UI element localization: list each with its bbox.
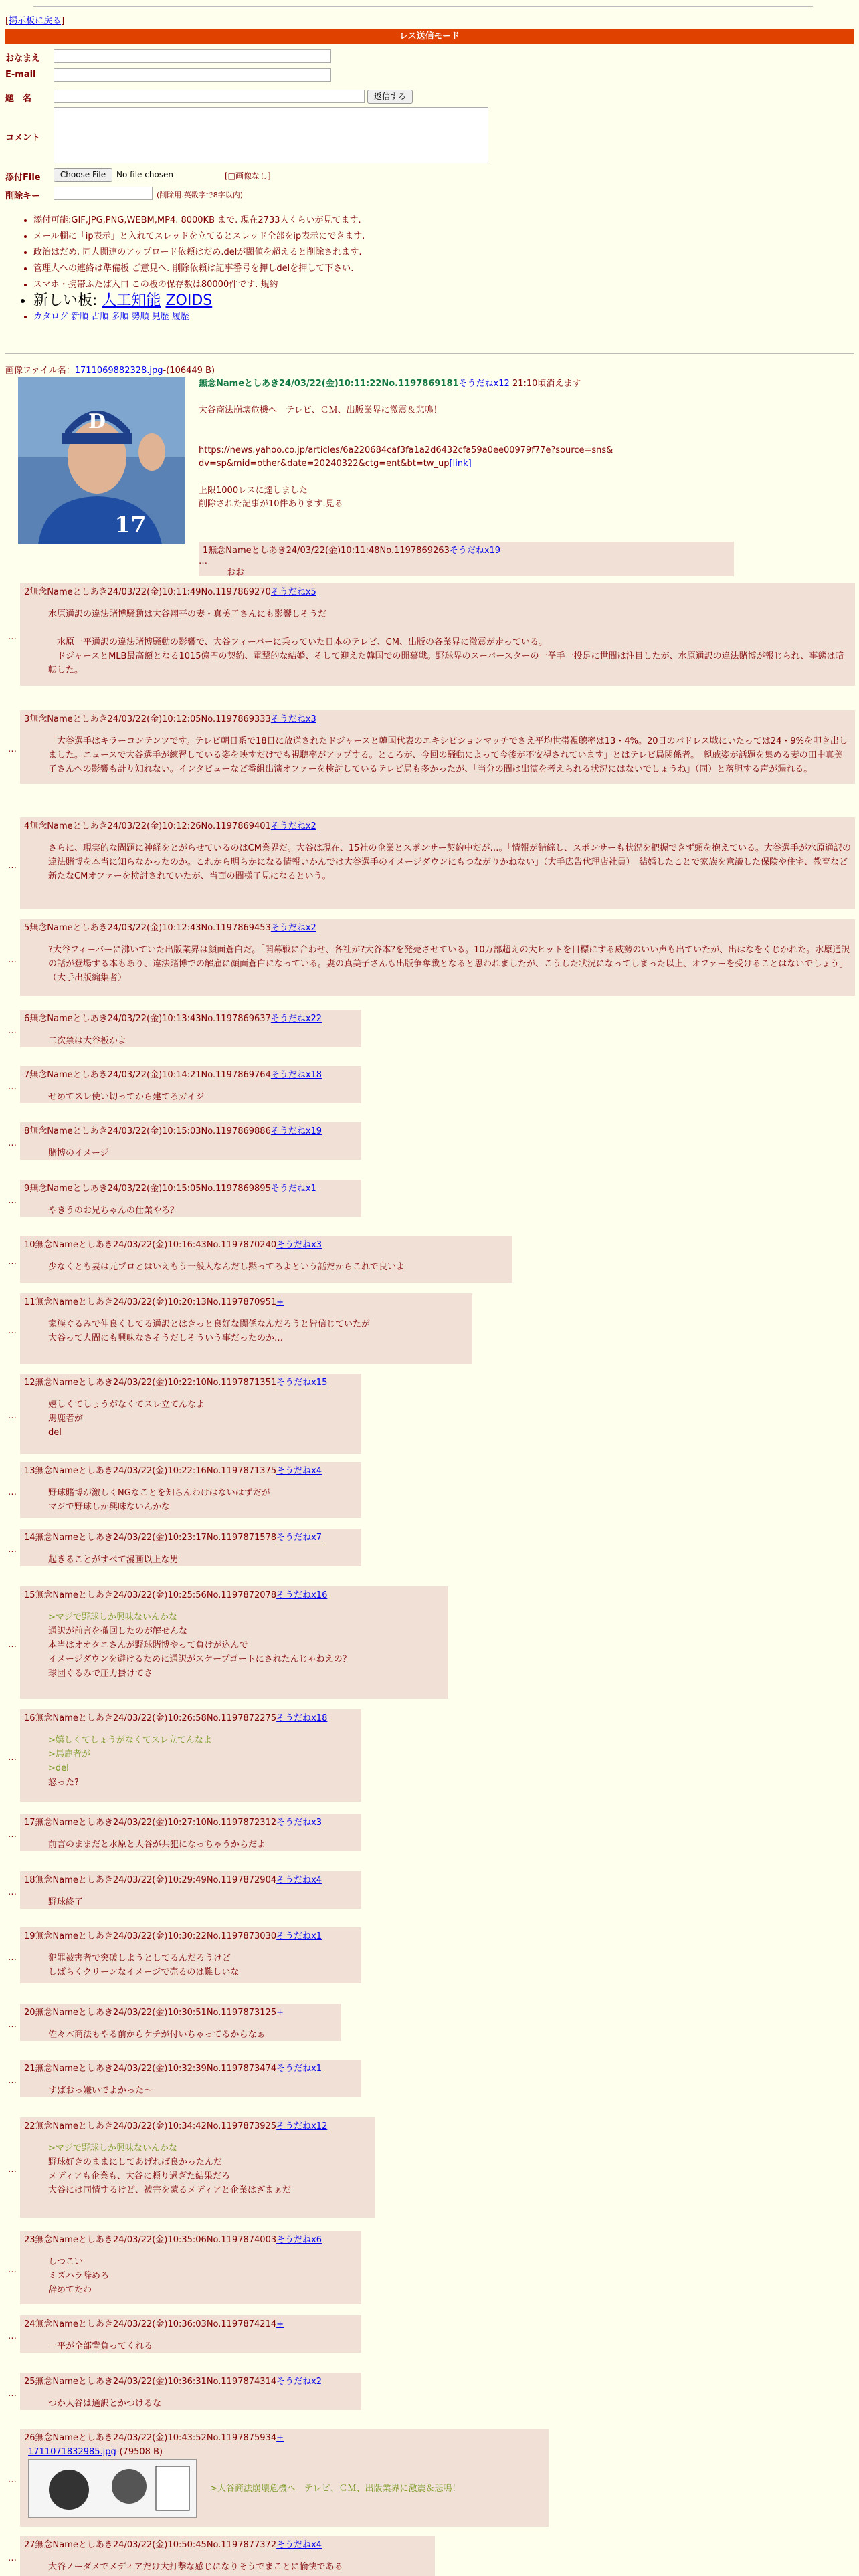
sodane-button[interactable]: そうだねx22 (270, 1014, 322, 1024)
reply-line: イメージダウンを避けるために通訳がスケープゴートにされたんじゃねえの？ (48, 1654, 351, 1665)
reply-header (24, 2538, 431, 2552)
svg-text:17: 17 (114, 512, 147, 538)
reply-line: 球団ぐるみで圧力掛けてさ (48, 1669, 153, 1679)
reply-meta: 無念Nameとしあき24/03/22(金)10:34:42No.1197873925 (35, 2121, 277, 2131)
catalog-links (33, 309, 636, 325)
reply-post (20, 1122, 361, 1160)
reply-line: 大谷って人間にも興味なさそうだしそういう事だったのか… (48, 1333, 284, 1344)
reply-meta: 無念Nameとしあき24/03/22(金)10:43:52No.1197875934 (35, 2433, 277, 2443)
reply-header (24, 1929, 357, 1943)
sodane-button[interactable]: そうだねx19 (449, 546, 501, 556)
reply-meta: 無念Nameとしあき24/03/22(金)10:15:03No.1197869886 (29, 1126, 271, 1136)
quote-line: >マジで野球しか興味ないんかな (48, 1612, 177, 1622)
reply-header (24, 585, 851, 599)
reply-body (48, 1260, 508, 1274)
reply-line: 通訳が前言を撤回したのが解せんな (48, 1626, 188, 1636)
reply-body (48, 2028, 337, 2042)
reply-line: ミズハラ辞めろ (48, 2271, 110, 2281)
reply-meta: 無念Nameとしあき24/03/22(金)10:22:16No.1197871375 (35, 1466, 277, 1476)
reply-line: del (48, 1428, 62, 1438)
reply-line: 一平が全部背負ってくれる (48, 2341, 153, 2351)
op-url: https://news.yahoo.co.jp/articles/6a220684caf3fa1a2d6432cfa59a0ee00979f77e?source=sns&dv=sp&mid=other&date=20240322&ctg=ent&bt=tw_up (199, 445, 613, 469)
sodane-button[interactable]: そうだねx2 (270, 923, 316, 933)
thread-divider (5, 353, 854, 354)
delete-key-label: 削除キー (5, 191, 41, 201)
reply-header (24, 1376, 357, 1390)
reply-image-row (28, 2459, 545, 2518)
reply-body (48, 841, 851, 883)
reply-post (20, 1293, 472, 1364)
reply-body (48, 1610, 444, 1681)
reply-body (48, 943, 851, 985)
reply-post (20, 1814, 361, 1851)
reply-body (48, 1204, 357, 1218)
reply-line: やきうのお兄ちゃんの仕業やろ？ (48, 1206, 179, 1216)
reply-number: 8 (24, 1126, 30, 1136)
reply-meta: 無念Nameとしあき24/03/22(金)10:50:45No.1197877372 (35, 2540, 277, 2550)
reply-number: 17 (24, 1818, 35, 1828)
rule-item: • メール欄に「ip表示」と入れてスレッドを立てるとスレッド全部をip表示にできます. (33, 229, 636, 245)
reply-body (48, 1317, 468, 1346)
back-link-wrap: [掲示板に戻る] (5, 16, 65, 26)
reply-header (24, 2006, 337, 2020)
reply-line: つか大谷は通訳とかつけるな (48, 2399, 162, 2409)
reply-line: 大谷ノーダメでメディアだけ大打撃な感じになりそうでまことに愉快である (48, 2562, 343, 2572)
reply-header (24, 1295, 468, 1309)
reply-meta: 無念Nameとしあき24/03/22(金)10:35:06No.1197874003 (35, 2235, 277, 2245)
reply-header (24, 2431, 545, 2445)
op-file-label: 画像ファイル名： (5, 366, 75, 376)
reply-body (48, 1838, 357, 1852)
reply-line: 前言のままだと水原と大谷が共犯になっちゃうからだよ (48, 1840, 266, 1850)
reply-line: 少なくとも妻は元プロとはいえもう一般人なんだし黙ってろよという話だからこれで良いよ (48, 1262, 405, 1272)
reply-meta: 無念Nameとしあき24/03/22(金)10:16:43No.1197870240 (35, 1240, 277, 1250)
quote-line: >嬉しくてしょうがなくてスレ立てんなよ (48, 1735, 212, 1745)
viewed-history-link[interactable]: 見歴 (151, 312, 169, 322)
reply-number: 11 (24, 1297, 35, 1307)
reply-body (48, 1553, 357, 1567)
reply-number: 12 (24, 1378, 35, 1388)
reply-indent-dots: … (8, 2331, 17, 2341)
reply-indent-dots: … (8, 2553, 17, 2563)
reply-meta: 無念Nameとしあき24/03/22(金)10:12:05No.1197869333 (29, 714, 271, 724)
reply-line: 辞めてたわ (48, 2285, 92, 2295)
reply-line: 佐々木商法もやる前からケチが付いちゃってるからなぁ (48, 2030, 266, 2040)
reply-post (20, 710, 855, 784)
sodane-button[interactable]: + (276, 2008, 284, 2018)
sodane-button[interactable]: + (276, 1297, 284, 1307)
sodane-button[interactable]: そうだねx4 (276, 2540, 322, 2550)
reply-mode-bar: レス送信モード (5, 29, 854, 44)
reply-post (20, 2315, 361, 2353)
reply-number: 22 (24, 2121, 35, 2131)
reply-indent-dots: … (8, 1082, 17, 1092)
subject-label: 題 名 (5, 94, 32, 104)
reply-indent-dots: … (8, 632, 17, 642)
reply-body (48, 2560, 431, 2574)
reply-post (20, 1586, 448, 1699)
reply-indent-dots: … (8, 2020, 17, 2030)
reply-meta: 無念Nameとしあき24/03/22(金)10:32:39No.1197873474 (35, 2064, 277, 2074)
choose-file-button[interactable]: Choose File (54, 168, 112, 182)
reply-header (24, 1464, 357, 1478)
reply-line: 嬉しくてしょうがなくてスレ立てんなよ (48, 1400, 205, 1410)
quote-line: >del (48, 1763, 69, 1774)
reply-post (20, 2060, 361, 2097)
sodane-button[interactable]: そうだねx1 (270, 1184, 316, 1194)
reply-meta: 無念Nameとしあき24/03/22(金)10:30:51No.1197873125 (35, 2008, 277, 2018)
reply-post (20, 1871, 361, 1909)
reply-body (48, 2141, 371, 2197)
sodane-button[interactable]: そうだねx4 (276, 1466, 322, 1476)
sodane-button[interactable]: そうだねx3 (276, 1240, 322, 1250)
reply-header (24, 1711, 357, 1725)
sodane-button[interactable]: そうだねx16 (276, 1590, 328, 1600)
reply-body (48, 2397, 357, 2411)
quote-line: >馬鹿者が (48, 1749, 90, 1759)
op-expire-time: 21:10頃消えます (512, 379, 581, 389)
name-label: おなまえ (5, 53, 41, 64)
reply-line: 「大谷選手はキラーコンテンツです。テレビ朝日系で18日に放送されたドジャースと韓国代表のエキシビションマッチでさえ平均世帯視聴率は13・4%。20日のパドレス戦にいたっては24・9%を叩き出しました。ニュースで大谷選手が練習している姿を映すだけでも視聴率がアップする。ところが、今回の騒動によって今後が不安視されています」とはテレビ局関係者。 親戚姿が話題を集める妻の田中真美子さんへの影響も計り知れない。インタビューなど番組出演オファーを検討しているテレビ局も多かったが、「当分の間は出演を考えられる状況にはないでしょうね」（同）と落胆する声が漏れる。 (48, 736, 848, 774)
op-header: 無念Nameとしあき24/03/22(金)10:11:22No.1197869181 (199, 379, 459, 389)
reply-header (24, 921, 851, 935)
reply-number: 5 (24, 923, 30, 933)
reply-meta: 無念Nameとしあき24/03/22(金)10:11:48No.1197869263 (208, 546, 450, 556)
reply-line: 野球賭博が激しくNGなことを知らんわけはないはずだが (48, 1488, 270, 1498)
svg-text:D: D (88, 410, 106, 433)
sort-count-link[interactable]: 多順 (111, 312, 129, 322)
sodane-button[interactable]: そうだねx18 (276, 1713, 328, 1723)
reply-post (20, 2004, 341, 2041)
reply-post (20, 1374, 361, 1454)
reply-line: 怒った? (48, 1778, 79, 1788)
reply-body (48, 1733, 357, 1790)
reply-line: 二次禁は大谷板かよ (48, 1036, 127, 1046)
reply-number: 1 (203, 546, 209, 556)
reply-body (48, 734, 851, 776)
reply-number: 26 (24, 2433, 35, 2443)
reply-number: 2 (24, 587, 30, 597)
reply-line: マジで野球しか興味ないんかな (48, 1502, 171, 1512)
reply-post (199, 542, 734, 576)
reply-number: 9 (24, 1184, 30, 1194)
reply-indent-dots: … (8, 2076, 17, 2086)
new-board-item (33, 293, 636, 309)
board-rules (20, 213, 636, 325)
reply-number: 14 (24, 1533, 35, 1543)
reply-header (24, 1816, 357, 1830)
sodane-button[interactable]: そうだねx3 (270, 714, 316, 724)
op-image-thumbnail[interactable] (18, 377, 185, 544)
sort-speed-link[interactable]: 勢順 (131, 312, 149, 322)
reply-indent-dots: … (8, 2389, 17, 2399)
reply-line: 大谷には同情するけど、被害を蒙るメディアと企業はざまぁだ (48, 2185, 291, 2195)
reply-number: 13 (24, 1466, 35, 1476)
submit-reply-button[interactable]: 返信する (367, 90, 413, 104)
reply-body (48, 1951, 357, 1979)
reply-line: ?大谷フィーバーに沸いていた出版業界は顔面蒼白だ。「開幕戦に合わせ、各社が?大谷本?を発売させている。10万部超えの大ヒットを目標にする威勢のいい声も出ていたが、出はなをくじかれた。水原通訳の話が登場する本もあり、違法賭博での解雇に顔面蒼白になっている。妻の真美子さんも出版争奪戦となると思われましたが、こうした状況になってしまった以上、オファーを受けることはないでしょう」（大手出版編集者） (48, 945, 850, 983)
reply-line: 水原通訳の違法賭博騒動は大谷翔平の妻・真美子さんにも影響しそうだ (48, 609, 327, 619)
op-file-link[interactable]: 1711069882328.jpg (74, 366, 163, 376)
reply-meta: 無念Nameとしあき24/03/22(金)10:25:56No.1197872078 (35, 1590, 277, 1600)
reply-header (24, 1238, 508, 1252)
op-deleted-notice: 削除された記事が10件あります.見る (199, 499, 343, 509)
reply-meta: 無念Nameとしあき24/03/22(金)10:15:05No.1197869895 (29, 1184, 271, 1194)
reply-line: せめてスレ使い切ってから建てろガイジ (48, 1092, 205, 1102)
reply-number: 25 (24, 2377, 35, 2387)
reply-file-link[interactable]: 1711071832985.jpg (28, 2447, 116, 2457)
reply-line (48, 621, 851, 635)
reply-indent-dots: … (8, 2165, 17, 2175)
delete-key-note: (削除用.英数字で8字以内) (157, 191, 244, 199)
sort-old-link[interactable]: 古順 (91, 312, 109, 322)
reply-line: ドジャースとMLB最高額となる1015億円の契約、電撃的な結婚、そして迎えた韓国での開幕戦。野球界のスーパースターの一挙手一投足に世間は注目したが、水原通訳の違法賭博が報じられ、事態は暗転した。 (48, 651, 844, 675)
rule-item: • 管理人への連絡は準備板 ご意見へ. 削除依頼は記事番号を押しdelを押して下さい. (33, 261, 636, 277)
reply-indent-dots: … (8, 1487, 17, 1497)
reply-post (20, 1010, 361, 1047)
rule-item: • 政治はだめ. 同人関連のアップロード依頼はだめ.delが閾値を超えると削除されます. (33, 245, 636, 261)
email-label: E-mail (5, 70, 36, 80)
reply-post (20, 1529, 361, 1566)
reply-number: 4 (24, 821, 30, 831)
op-file-line (5, 363, 215, 376)
reply-number: 6 (24, 1014, 30, 1024)
reply-number: 24 (24, 2319, 35, 2329)
reply-meta: 無念Nameとしあき24/03/22(金)10:22:10No.1197871351 (35, 1378, 277, 1388)
reply-post (20, 583, 855, 686)
reply-file-line (28, 2445, 545, 2459)
board-link-ai[interactable]: 人工知能 (102, 292, 161, 309)
reply-number: 3 (24, 714, 30, 724)
reply-post (20, 2536, 435, 2576)
reply-body (48, 2255, 357, 2297)
reply-line: おお (227, 568, 245, 578)
sodane-button[interactable]: そうだねx6 (276, 2235, 322, 2245)
reply-post (20, 1180, 361, 1217)
reply-post (20, 1066, 361, 1103)
reply-line: メディアも企業も、大谷に頼り過ぎた結果だろ (48, 2171, 230, 2181)
reply-meta: 無念Nameとしあき24/03/22(金)10:14:21No.1197869764 (29, 1070, 271, 1080)
reply-indent-dots: … (8, 1326, 17, 1336)
reply-post (20, 1927, 361, 1983)
op-title: 大谷商法崩壊危機へ テレビ、ＣＭ、出版業界に激震＆悲鳴！ (199, 405, 442, 415)
reply-header (24, 712, 851, 726)
reply-line: 犯罪被害者で突破しようとしてるんだろうけど (48, 1953, 231, 1963)
reply-indent-dots: … (8, 744, 17, 754)
reply-indent-dots: … (199, 556, 207, 566)
reply-indent-dots: … (8, 1545, 17, 1555)
reply-meta: 無念Nameとしあき24/03/22(金)10:30:22No.1197873030 (35, 1931, 277, 1941)
reply-indent-dots: … (8, 1887, 17, 1897)
reply-body (48, 1486, 357, 1514)
reply-header (24, 1873, 357, 1887)
reply-line: 馬鹿者が (48, 1414, 84, 1424)
reply-post (20, 2429, 549, 2527)
reply-number: 19 (24, 1931, 35, 1941)
sodane-button[interactable]: そうだねx1 (276, 2064, 322, 2074)
reply-image-thumbnail[interactable] (28, 2459, 197, 2518)
reply-meta: 無念Nameとしあき24/03/22(金)10:13:43No.1197869637 (29, 1014, 271, 1024)
op-url-wrap (199, 444, 613, 471)
reply-indent-dots: … (8, 1196, 17, 1206)
reply-header (24, 2119, 371, 2133)
reply-meta: 無念Nameとしあき24/03/22(金)10:11:49No.1197869270 (29, 587, 271, 597)
sodane-button[interactable]: そうだねx12 (276, 2121, 328, 2131)
reply-indent-dots: … (8, 1257, 17, 1267)
reply-header (24, 1068, 357, 1082)
catalog-link[interactable]: カタログ (33, 312, 69, 322)
op-limit-notice: 上限1000レスに達しました (199, 486, 308, 496)
reply-header (24, 1588, 444, 1602)
sodane-button[interactable]: そうだねx19 (270, 1126, 322, 1136)
reply-header (24, 819, 851, 833)
reply-body (48, 1895, 357, 1909)
reply-indent-dots: … (8, 2265, 17, 2275)
sodane-button[interactable]: + (276, 2319, 284, 2329)
reply-line: しつこい (48, 2257, 84, 2267)
reply-number: 10 (24, 1240, 35, 1250)
sodane-button[interactable]: そうだねx18 (270, 1070, 322, 1080)
sodane-button[interactable]: そうだねx5 (270, 587, 316, 597)
reply-header (203, 544, 730, 558)
reply-meta: 無念Nameとしあき24/03/22(金)10:20:13No.1197870951 (35, 1297, 277, 1307)
reply-indent-dots: … (8, 2475, 17, 2485)
reply-indent-dots: … (8, 1830, 17, 1840)
comment-textarea[interactable] (54, 107, 488, 163)
reply-body (48, 1398, 357, 1440)
rule-item: • スマホ・携帯ふたば入口 この板の保存数は80000件です. 規約 (33, 277, 636, 293)
reply-header (24, 1012, 357, 1026)
reply-file-size: -(79508 B) (116, 2447, 163, 2457)
reply-number: 16 (24, 1713, 35, 1723)
reply-meta: 無念Nameとしあき24/03/22(金)10:23:17No.1197871578 (35, 1533, 277, 1543)
quote-line: >大谷商法崩壊危機へ テレビ、ＣＭ、出版業界に激震＆悲鳴！ (210, 2483, 461, 2494)
reply-indent-dots: … (8, 955, 17, 965)
reply-post (20, 1709, 361, 1802)
reply-line: 野球好きのままにしてあげれば良かったんだ (48, 2157, 223, 2167)
reply-indent-dots: … (8, 1411, 17, 1421)
reply-line: 水原一平通訳の違法賭博騒動の影響で、大谷フィーバーに乗っていた日本のテレビ、CM、出版の各業界に激震が走っている。 (48, 637, 547, 647)
reply-header (24, 2317, 357, 2331)
sodane-button[interactable]: そうだねx2 (276, 2377, 322, 2387)
op-file-size: -(106449 B) (163, 366, 215, 376)
reply-body (227, 566, 730, 580)
reply-number: 23 (24, 2235, 35, 2245)
reply-number: 21 (24, 2064, 35, 2074)
op-post (199, 377, 841, 511)
no-image-checkbox[interactable]: [□画像なし] (225, 171, 271, 181)
reply-post (20, 817, 855, 909)
sodane-button[interactable]: そうだねx4 (276, 1875, 322, 1885)
reply-line: 起きることがすべて漫画以上な男 (48, 1555, 179, 1565)
reply-meta: 無念Nameとしあき24/03/22(金)10:27:10No.1197872312 (35, 1818, 277, 1828)
reply-body (48, 1090, 357, 1104)
reply-indent-dots: … (8, 1138, 17, 1148)
sodane-button[interactable]: そうだねx7 (276, 1533, 322, 1543)
reply-indent-dots: … (8, 1753, 17, 1763)
reply-post (20, 2231, 361, 2304)
reply-post (20, 1462, 361, 1518)
reply-number: 27 (24, 2540, 35, 2550)
reply-post (20, 1236, 512, 1283)
reply-meta: 無念Nameとしあき24/03/22(金)10:29:49No.1197872904 (35, 1875, 277, 1885)
reply-number: 15 (24, 1590, 35, 1600)
name-input[interactable] (54, 49, 331, 63)
reply-body (48, 1146, 357, 1160)
reply-indent-dots: … (8, 1953, 17, 1963)
reply-meta: 無念Nameとしあき24/03/22(金)10:26:58No.1197872275 (35, 1713, 277, 1723)
reply-indent-dots: … (8, 861, 17, 871)
reply-indent-dots: … (8, 1026, 17, 1036)
reply-header (24, 1124, 357, 1138)
reply-post (20, 2373, 361, 2410)
op-link-button[interactable]: [link] (449, 459, 472, 469)
reply-body (48, 607, 851, 677)
subject-input[interactable] (54, 90, 365, 103)
comment-label: コメント (5, 133, 41, 143)
sodane-button[interactable]: そうだねx3 (276, 1818, 322, 1828)
reply-post (20, 919, 855, 996)
sodane-button[interactable]: そうだねx15 (276, 1378, 328, 1388)
rule-item: • 添付可能:GIF,JPG,PNG,WEBM,MP4. 8000KB まで. 現在2733人くらいが見てます. (33, 213, 636, 229)
back-to-board-link[interactable]: 掲示板に戻る (9, 16, 62, 26)
reply-meta: 無念Nameとしあき24/03/22(金)10:36:31No.1197874314 (35, 2377, 277, 2387)
reply-number: 18 (24, 1875, 35, 1885)
reply-header (24, 2062, 357, 2076)
reply-meta: 無念Nameとしあき24/03/22(金)10:36:03No.1197874214 (35, 2319, 277, 2329)
reply-post (20, 2117, 375, 2218)
reply-body (48, 2339, 357, 2353)
new-board-label: 新しい板: (33, 292, 98, 309)
board-link-zoids[interactable]: ZOIDS (165, 292, 213, 309)
sodane-button[interactable]: + (276, 2433, 284, 2443)
reply-number: 20 (24, 2008, 35, 2018)
reply-line: しばらくクリーンなイメージで売るのは難しいな (48, 1967, 240, 1977)
reply-header (24, 2233, 357, 2247)
file-status: No file chosen (116, 170, 174, 179)
reply-line: 本当はオオタニさんが野球賭博やって負けが込んで (48, 1640, 248, 1650)
file-label: 添付File (5, 173, 41, 183)
reply-header (24, 1531, 357, 1545)
sort-new-link[interactable]: 新順 (71, 312, 89, 322)
reply-line: さらに、現実的な問題に神経をとがらせているのはCM業界だ。大谷は現在、15社の企業とスポンサー契約中だが…。「情報が錯綜し、スポンサーも状況を把握できず頭を抱えている。大谷選手が水原通訳の違法賭博を本当に知らなかったのか。これから明らかになる情報いかんでは大谷選手のイメージダウンにもつながりかねない」（大手広告代理店社員） 結婚したことで家族を意識した保険や住宅、教育など新たなCMオファーを検討されていたが、当面の間様子見になるという。 (48, 843, 851, 881)
reply-body (48, 1034, 357, 1048)
email-input[interactable] (54, 68, 331, 82)
history-link[interactable]: 履歴 (171, 312, 189, 322)
reply-number: 7 (24, 1070, 30, 1080)
reply-line: 賭博のイメージ (48, 1148, 109, 1158)
reply-meta: 無念Nameとしあき24/03/22(金)10:12:43No.1197869453 (29, 923, 271, 933)
reply-meta: 無念Nameとしあき24/03/22(金)10:12:26No.1197869401 (29, 821, 271, 831)
reply-line: 野球終了 (48, 1897, 84, 1907)
reply-header (24, 1182, 357, 1196)
reply-header (24, 2375, 357, 2389)
reply-indent-dots: … (8, 1640, 17, 1650)
delete-key-input[interactable] (54, 187, 153, 200)
reply-line: 家族ぐるみで仲良くしてる通訳とはきっと良好な関係なんだろうと皆信じていたが (48, 1319, 371, 1329)
reply-body (48, 2084, 357, 2098)
quote-line: >マジで野球しか興味ないんかな (48, 2143, 177, 2153)
op-sodane-button[interactable]: そうだねx12 (458, 379, 510, 389)
top-divider (33, 6, 813, 7)
sodane-button[interactable]: そうだねx2 (270, 821, 316, 831)
sodane-button[interactable]: そうだねx1 (276, 1931, 322, 1941)
reply-line: すばおっ嫌いでよかった〜 (48, 2086, 153, 2096)
